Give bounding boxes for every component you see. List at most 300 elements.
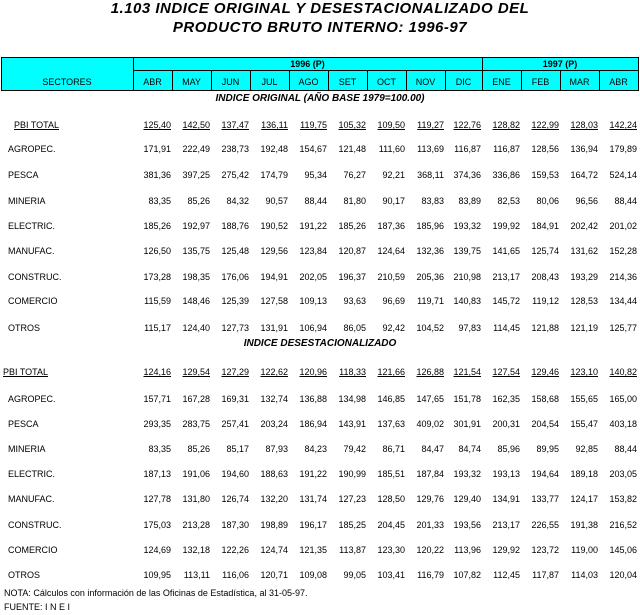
row-value: 174,79 (260, 170, 288, 180)
row-value: 185,51 (377, 469, 405, 479)
row-value: 374,36 (453, 170, 481, 180)
row-value: 112,45 (493, 570, 520, 580)
row-value: 190,52 (260, 221, 288, 231)
row-value: 196,17 (299, 520, 327, 530)
row-value: 126,74 (221, 494, 249, 504)
row-value: 188,63 (260, 469, 288, 479)
row-value: 79,42 (343, 444, 366, 454)
row-value: 222,49 (182, 144, 210, 154)
row-value: 204,54 (531, 419, 559, 429)
row-value: 84,74 (458, 444, 481, 454)
row-value: 190,99 (338, 469, 366, 479)
table-row (0, 392, 640, 406)
row-value: 120,87 (338, 246, 366, 256)
row-label: CONSTRUC. (8, 272, 62, 282)
row-value: 127,23 (338, 494, 366, 504)
row-label: MANUFAC. (8, 246, 55, 256)
row-value: 90,17 (382, 196, 405, 206)
row-label: OTROS (8, 570, 41, 580)
row-value: 128,53 (570, 296, 598, 306)
row-value: 171,91 (143, 144, 171, 154)
row-label: MANUFAC. (8, 494, 55, 504)
row-value: 167,28 (182, 394, 210, 404)
row-value: 123,72 (531, 545, 559, 555)
row-value: 145,72 (492, 296, 520, 306)
header-sectores: SECTORES (42, 77, 92, 87)
row-value: 210,98 (453, 272, 481, 282)
row-value: 83,35 (148, 444, 171, 454)
row-value: 176,06 (221, 272, 249, 282)
row-value: 128,03 (570, 120, 598, 130)
row-value: 191,38 (570, 520, 598, 530)
row-value: 97,83 (458, 323, 481, 333)
row-value: 124,74 (260, 545, 288, 555)
row-value: 83,35 (148, 196, 171, 206)
row-value: 173,28 (143, 272, 171, 282)
row-value: 129,46 (531, 367, 559, 377)
row-value: 86,05 (343, 323, 366, 333)
row-value: 121,35 (299, 545, 327, 555)
header-mid-border (133, 70, 638, 71)
row-value: 90,57 (265, 196, 288, 206)
row-value: 201,33 (416, 520, 444, 530)
row-label: CONSTRUC. (8, 520, 62, 530)
row-value: 368,11 (417, 170, 444, 180)
row-value: 146,85 (377, 394, 405, 404)
row-value: 119,75 (300, 120, 327, 130)
row-value: 193,56 (453, 520, 481, 530)
row-label: PBI TOTAL (3, 367, 49, 377)
row-value: 148,46 (182, 296, 210, 306)
row-value: 96,69 (382, 296, 405, 306)
row-value: 121,66 (377, 367, 405, 377)
row-value: 109,95 (143, 570, 171, 580)
row-value: 119,12 (532, 296, 559, 306)
row-value: 409,02 (416, 419, 444, 429)
row-value: 293,35 (143, 419, 171, 429)
row-value: 109,50 (377, 120, 405, 130)
table-row (0, 467, 640, 481)
header-month: ENE (492, 77, 511, 87)
row-value: 192,97 (182, 221, 210, 231)
row-value: 92,42 (382, 323, 405, 333)
row-value: 127,78 (143, 494, 171, 504)
row-value: 89,95 (536, 444, 559, 454)
header-col-divider (521, 71, 522, 91)
row-value: 124,69 (143, 545, 171, 555)
row-value: 336,86 (492, 170, 520, 180)
row-value: 134,91 (492, 494, 520, 504)
row-value: 113,96 (454, 545, 481, 555)
row-value: 194,91 (260, 272, 288, 282)
row-label: ELECTRIC. (8, 221, 56, 231)
row-value: 119,71 (417, 296, 444, 306)
row-value: 119,27 (417, 120, 444, 130)
row-value: 95,34 (304, 170, 327, 180)
row-value: 92,21 (382, 170, 405, 180)
row-value: 114,45 (493, 323, 520, 333)
row-value: 185,25 (338, 520, 366, 530)
row-value: 165,00 (609, 394, 637, 404)
row-value: 123,84 (299, 246, 327, 256)
header-bottom-border (1, 90, 639, 91)
header-col-divider (250, 71, 251, 91)
row-value: 83,83 (421, 196, 444, 206)
row-value: 189,18 (570, 469, 598, 479)
row-value: 216,52 (609, 520, 637, 530)
row-value: 134,98 (338, 394, 366, 404)
row-value: 381,36 (143, 170, 171, 180)
row-value: 82,53 (497, 196, 520, 206)
row-value: 124,17 (570, 494, 598, 504)
row-value: 80,06 (536, 196, 559, 206)
header-month: SET (338, 77, 357, 87)
row-value: 193,29 (570, 272, 598, 282)
row-value: 85,26 (187, 444, 210, 454)
row-value: 169,31 (221, 394, 249, 404)
row-value: 205,36 (416, 272, 444, 282)
row-value: 121,88 (531, 323, 559, 333)
table-source: FUENTE: I N E I (4, 602, 71, 612)
row-value: 214,36 (609, 272, 637, 282)
row-label: MINERIA (8, 196, 46, 206)
header-year-1996: 1996 (P) (290, 59, 325, 69)
row-value: 83,89 (458, 196, 481, 206)
row-value: 275,42 (221, 170, 249, 180)
row-value: 187,84 (416, 469, 444, 479)
row-value: 125,40 (143, 120, 171, 130)
header-month: JUN (221, 77, 240, 87)
section-title: INDICE DESESTACIONALIZADO (243, 338, 397, 349)
row-value: 187,36 (377, 221, 405, 231)
row-value: 213,17 (492, 272, 520, 282)
row-value: 188,76 (221, 221, 249, 231)
row-value: 175,03 (143, 520, 171, 530)
row-value: 179,89 (609, 144, 637, 154)
row-value: 196,37 (338, 272, 366, 282)
row-value: 120,96 (299, 367, 327, 377)
row-value: 524,14 (609, 170, 637, 180)
row-label: MINERIA (8, 444, 46, 454)
row-value: 193,13 (492, 469, 520, 479)
row-value: 140,83 (453, 296, 481, 306)
row-value: 76,27 (343, 170, 366, 180)
row-value: 88,44 (304, 196, 327, 206)
header-month: ABR (143, 77, 162, 87)
header-col-divider (211, 71, 212, 91)
row-value: 184,91 (531, 221, 559, 231)
row-value: 132,36 (416, 246, 444, 256)
row-value: 122,99 (531, 120, 559, 130)
table-row (0, 270, 640, 284)
row-value: 122,62 (260, 367, 288, 377)
row-value: 145,06 (609, 545, 637, 555)
row-value: 135,75 (182, 246, 210, 256)
row-value: 118,33 (339, 367, 366, 377)
row-value: 131,74 (299, 494, 327, 504)
row-value: 105,32 (338, 120, 366, 130)
row-value: 283,75 (182, 419, 210, 429)
row-value: 125,77 (609, 323, 637, 333)
header-col-divider (599, 71, 600, 91)
row-value: 131,91 (260, 323, 288, 333)
row-label: AGROPEC. (8, 144, 56, 154)
row-value: 125,48 (221, 246, 249, 256)
row-value: 162,35 (492, 394, 520, 404)
row-value: 187,30 (221, 520, 249, 530)
row-value: 238,73 (221, 144, 249, 154)
row-value: 122,26 (221, 545, 249, 555)
table-row (0, 118, 640, 132)
header-month: FEB (531, 77, 550, 87)
row-value: 147,65 (416, 394, 444, 404)
table-row (0, 294, 640, 308)
header-col-divider (328, 71, 329, 91)
row-value: 185,26 (143, 221, 171, 231)
row-value: 116,87 (493, 144, 520, 154)
table-row (0, 219, 640, 233)
row-value: 121,54 (453, 367, 481, 377)
header-year-1997: 1997 (P) (542, 59, 578, 69)
row-value: 81,80 (343, 196, 366, 206)
row-value: 142,50 (182, 120, 210, 130)
table-row (0, 417, 640, 431)
row-value: 202,05 (299, 272, 327, 282)
row-value: 127,54 (492, 367, 520, 377)
row-value: 152,28 (609, 246, 637, 256)
header-col-divider (560, 71, 561, 91)
row-value: 203,24 (260, 419, 288, 429)
row-value: 114,03 (571, 570, 598, 580)
row-value: 157,71 (143, 394, 171, 404)
row-value: 85,96 (497, 444, 520, 454)
row-value: 116,87 (454, 144, 481, 154)
header-month: DIC (455, 77, 472, 87)
section-title: INDICE ORIGINAL (AÑO BASE 1979=100.00) (215, 93, 425, 104)
row-value: 158,68 (531, 394, 559, 404)
row-value: 139,75 (453, 246, 481, 256)
row-value: 191,06 (182, 469, 210, 479)
table-note: NOTA: Cálculos con información de las Oficinas de Estadística, al 31-05-97. (4, 588, 308, 598)
row-value: 107,82 (453, 570, 481, 580)
row-label: PBI TOTAL (14, 120, 60, 130)
row-value: 88,44 (614, 196, 637, 206)
row-value: 128,82 (492, 120, 520, 130)
row-value: 185,96 (416, 221, 444, 231)
row-value: 202,42 (570, 221, 598, 231)
row-value: 87,93 (265, 444, 288, 454)
row-value: 257,41 (221, 419, 249, 429)
row-value: 191,22 (299, 469, 327, 479)
table-row (0, 244, 640, 258)
row-label: COMERCIO (8, 545, 58, 555)
row-value: 122,76 (453, 120, 481, 130)
row-value: 116,79 (417, 570, 444, 580)
row-value: 186,94 (299, 419, 327, 429)
row-value: 136,88 (299, 394, 327, 404)
row-value: 154,67 (299, 144, 327, 154)
row-value: 126,50 (143, 246, 171, 256)
row-value: 124,40 (182, 323, 210, 333)
row-value: 109,08 (299, 570, 327, 580)
header-month: MAY (182, 77, 201, 87)
row-value: 127,58 (260, 296, 288, 306)
row-label: PESCA (8, 170, 39, 180)
row-value: 99,05 (343, 570, 366, 580)
row-value: 194,60 (221, 469, 249, 479)
row-label: ELECTRIC. (8, 469, 56, 479)
row-value: 226,55 (531, 520, 559, 530)
row-value: 208,43 (531, 272, 559, 282)
row-value: 116,06 (222, 570, 249, 580)
row-value: 103,41 (377, 570, 405, 580)
row-value: 133,77 (531, 494, 559, 504)
row-value: 143,91 (338, 419, 366, 429)
row-value: 115,59 (144, 296, 171, 306)
row-value: 155,47 (570, 419, 598, 429)
row-value: 85,26 (187, 196, 210, 206)
row-value: 127,73 (221, 323, 249, 333)
row-value: 120,71 (260, 570, 288, 580)
header-col-divider (445, 71, 446, 91)
row-value: 124,16 (143, 367, 171, 377)
row-value: 132,20 (260, 494, 288, 504)
row-value: 136,11 (261, 120, 288, 130)
row-label: AGROPEC. (8, 394, 56, 404)
table-title-line2: PRODUCTO BRUTO INTERNO: 1996-97 (172, 19, 468, 36)
header-col-divider (172, 71, 173, 91)
row-value: 192,48 (260, 144, 288, 154)
row-value: 111,60 (378, 144, 405, 154)
row-value: 123,30 (377, 545, 405, 555)
row-value: 115,17 (144, 323, 171, 333)
row-value: 140,82 (609, 367, 637, 377)
row-value: 84,23 (304, 444, 327, 454)
row-value: 84,47 (421, 444, 444, 454)
row-value: 129,76 (416, 494, 444, 504)
row-value: 185,26 (338, 221, 366, 231)
row-value: 403,18 (609, 419, 637, 429)
row-value: 198,89 (260, 520, 288, 530)
row-value: 159,53 (531, 170, 559, 180)
row-value: 121,19 (570, 323, 598, 333)
table-row (0, 194, 640, 208)
header-month: JUL (261, 77, 278, 87)
row-value: 210,59 (377, 272, 405, 282)
row-value: 155,65 (570, 394, 598, 404)
row-label: COMERCIO (8, 296, 58, 306)
row-value: 96,56 (575, 196, 598, 206)
row-value: 93,63 (343, 296, 366, 306)
header-month: MAR (569, 77, 590, 87)
table-row (0, 321, 640, 335)
row-value: 134,44 (609, 296, 637, 306)
row-value: 198,35 (182, 272, 210, 282)
row-value: 119,00 (571, 545, 598, 555)
row-value: 113,69 (417, 144, 444, 154)
table-row (0, 492, 640, 506)
header-right-border (638, 57, 639, 91)
row-value: 129,54 (182, 367, 210, 377)
row-value: 194,64 (531, 469, 559, 479)
row-value: 213,17 (492, 520, 520, 530)
row-value: 86,71 (382, 444, 405, 454)
row-value: 187,13 (143, 469, 171, 479)
table-row (0, 518, 640, 532)
row-value: 125,74 (531, 246, 559, 256)
row-value: 109,13 (299, 296, 327, 306)
header-col-divider (367, 71, 368, 91)
row-value: 193,32 (453, 469, 481, 479)
row-value: 113,87 (339, 545, 366, 555)
row-value: 129,56 (260, 246, 288, 256)
header-month: NOV (415, 77, 436, 87)
row-value: 141,65 (492, 246, 520, 256)
table-row (0, 365, 640, 379)
row-value: 136,94 (570, 144, 598, 154)
row-value: 85,17 (226, 444, 249, 454)
row-value: 142,24 (609, 120, 637, 130)
row-value: 129,40 (453, 494, 481, 504)
row-value: 199,92 (492, 221, 520, 231)
row-label: OTROS (8, 323, 41, 333)
header-month: ABR (609, 77, 628, 87)
row-value: 117,87 (532, 570, 559, 580)
row-value: 200,31 (492, 419, 520, 429)
row-value: 123,10 (570, 367, 598, 377)
row-value: 191,22 (299, 221, 327, 231)
table-row (0, 442, 640, 456)
row-value: 204,45 (377, 520, 405, 530)
row-value: 84,32 (226, 196, 249, 206)
table-row (0, 543, 640, 557)
row-value: 213,28 (182, 520, 210, 530)
header-col-divider (289, 71, 290, 91)
header-month: AGO (298, 77, 319, 87)
row-value: 132,74 (260, 394, 288, 404)
row-label: PESCA (8, 419, 39, 429)
row-value: 113,11 (183, 570, 210, 580)
row-value: 129,92 (492, 545, 520, 555)
row-value: 128,50 (377, 494, 405, 504)
row-value: 137,63 (377, 419, 405, 429)
row-value: 120,22 (416, 545, 444, 555)
header-col-divider (406, 71, 407, 91)
row-value: 104,52 (416, 323, 444, 333)
row-value: 125,39 (221, 296, 249, 306)
row-value: 137,47 (221, 120, 249, 130)
row-value: 201,02 (609, 221, 637, 231)
row-value: 124,64 (377, 246, 405, 256)
row-value: 126,88 (416, 367, 444, 377)
row-value: 128,56 (531, 144, 559, 154)
table-row (0, 142, 640, 156)
row-value: 301,91 (453, 419, 481, 429)
table-row (0, 168, 640, 182)
row-value: 106,94 (299, 323, 327, 333)
header-month: OCT (377, 77, 396, 87)
table-title-line1: 1.103 INDICE ORIGINAL Y DESESTACIONALIZADO DEL (110, 0, 530, 17)
row-value: 397,25 (182, 170, 210, 180)
row-value: 131,62 (570, 246, 598, 256)
row-value: 120,04 (609, 570, 637, 580)
row-value: 151,78 (453, 394, 481, 404)
row-value: 193,32 (453, 221, 481, 231)
row-value: 153,82 (609, 494, 637, 504)
row-value: 92,85 (575, 444, 598, 454)
row-value: 132,18 (182, 545, 210, 555)
row-value: 127,29 (221, 367, 249, 377)
